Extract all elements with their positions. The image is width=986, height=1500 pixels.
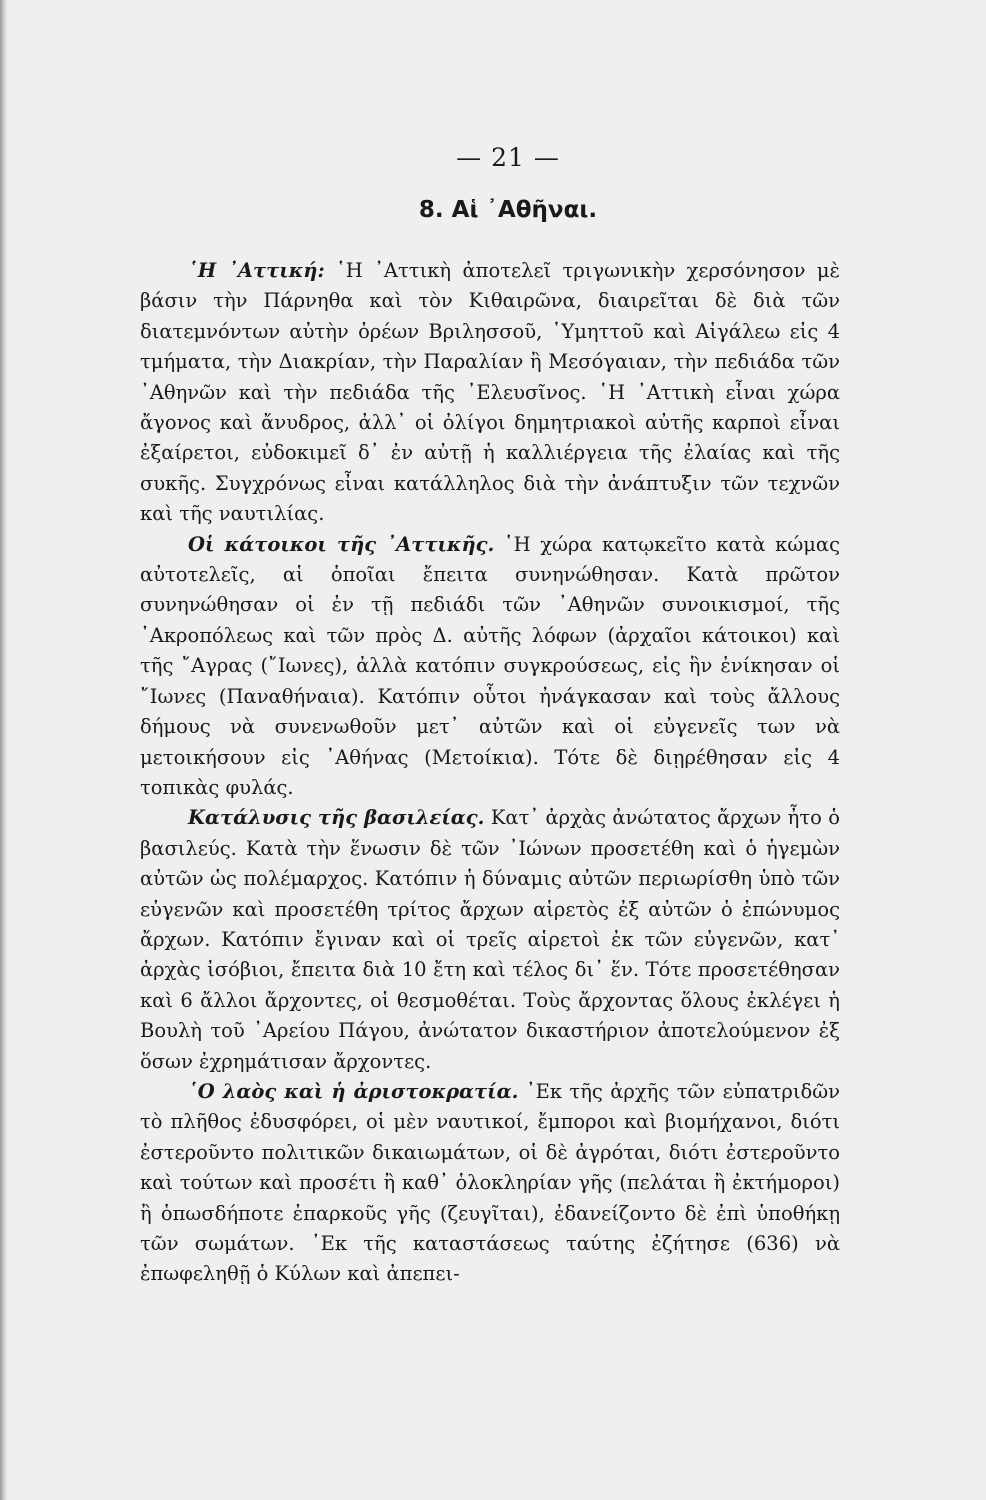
paragraph-attica	[140, 256, 840, 530]
page-number: — 21 —	[456, 143, 560, 172]
paragraph-text: Κατ᾿ ἀρχὰς ἀνώτατος ἄρχων ἦτο ὁ βασιλεύς. Κατὰ τὴν ἕνωσιν δὲ τῶν ᾿Ιώνων προσετέθη καὶ ὁ ἡγεμὼν αὐτῶν ὡς πολέμαρχος. Κατόπιν ἡ δύναμις αὐτῶν περιωρίσθη ὑπὸ τῶν εὐγενῶν καὶ προσετέθη τρίτος ἄρχων αἱρετὸς ἐξ αὐτῶν ὁ ἐπώνυμος ἄρχων. Κατόπιν ἔγιναν καὶ οἱ τρεῖς αἱρετοὶ ἐκ τῶν εὐγενῶν, κατ᾿ ἀρχὰς ἰσόβιοι, ἔπειτα διὰ 10 ἔτη καὶ τέλος δι᾿ ἕν. Τότε προσετέθησαν καὶ 6 ἄλλοι ἄρχοντες, οἱ θεσμοθέται. Τοὺς ἄρχοντας ὅλους ἐκλέγει ἡ Βουλὴ τοῦ ᾿Αρείου Πάγου, ἀνώτατον δικαστήριον ἀποτελούμενον ἐξ ὅσων ἐχρημάτισαν ἄρχοντες.	[140, 806, 840, 1073]
paragraph-lead: Οἱ κάτοικοι τῆς ᾿Αττικῆς.	[188, 532, 495, 556]
paragraph-text: ῾Η ᾿Αττικὴ ἀποτελεῖ τριγωνικὴν χερσόνησον μὲ βάσιν τὴν Πάρνηθα καὶ τὸν Κιθαιρῶνα, διαιρεῖται δὲ διὰ τῶν διατεμνόντων αὐτὴν ὀρέων Βριλησσοῦ, ῾Υμηττοῦ καὶ Αἰγάλεω εἰς 4 τμήματα, τὴν Διακρίαν, τὴν Παραλίαν ἢ Μεσόγαιαν, τὴν πεδιάδα τῶν ᾿Αθηνῶν καὶ τὴν πεδιάδα τῆς ᾿Ελευσῖνος. ῾Η ᾿Αττικὴ εἶναι χώρα ἄγονος καὶ ἄνυδρος, ἀλλ᾿ οἱ ὀλίγοι δημητριακοὶ αὐτῆς καρποὶ εἶναι ἐξαίρετοι, εὐδοκιμεῖ δ᾿ ἐν αὐτῇ ἡ καλλιέργεια τῆς ἐλαίας καὶ τῆς συκῆς. Συγχρόνως εἶναι κατάλληλος διὰ τὴν ἀνάπτυξιν τῶν τεχνῶν καὶ τῆς ναυτιλίας.	[140, 259, 840, 526]
body-text	[140, 256, 840, 1290]
paragraph-inhabitants	[140, 530, 840, 804]
section-title: 8. Αἱ ᾿Αθῆναι.	[418, 197, 598, 223]
paragraph-lead: ῾Ο λαὸς καὶ ἡ ἀριστοκρατία.	[188, 1079, 519, 1103]
paragraph-text: ᾿Εκ τῆς ἀρχῆς τῶν εὐπατριδῶν τὸ πλῆθος ἐδυσφόρει, οἱ μὲν ναυτικοί, ἔμποροι καὶ βιομήχανοι, διότι ἐστεροῦντο πολιτικῶν δικαιωμάτων, οἱ δὲ ἀγρόται, διότι ἐστεροῦντο καὶ τούτων καὶ προσέτι ἢ καθ᾿ ὁλοκληρίαν γῆς (πελάται ἢ ἐκτήμοροι) ἢ ὁπωσδήποτε ἐπαρκοῦς γῆς (ζευγῖται), ἐδανείζοντο δὲ ἐπὶ ὑποθήκῃ τῶν σωμάτων. ᾿Εκ τῆς καταστάσεως ταύτης ἐζήτησε (636) νὰ ἐπωφεληθῇ ὁ Κύλων καὶ ἀπεπει-	[140, 1079, 840, 1286]
paragraph-text: ῾Η χώρα κατῳκεῖτο κατὰ κώμας αὐτοτελεῖς, αἱ ὁποῖαι ἔπειτα συνηνώθησαν. Κατὰ πρῶτον συνηνώθησαν οἱ ἐν τῇ πεδιάδι τῶν ᾿Αθηνῶν συνοικισμοί, τῆς ᾿Ακροπόλεως καὶ τῶν πρὸς Δ. αὐτῆς λόφων (ἀρχαῖοι κάτοικοι) καὶ τῆς ῎Αγρας (῎Ιωνες), ἀλλὰ κατόπιν συγκρούσεως, εἰς ἣν ἐνίκησαν οἱ ῎Ιωνες (Παναθήναια). Κατόπιν οὗτοι ἠνάγκασαν καὶ τοὺς ἄλλους δήμους νὰ συνενωθοῦν μετ᾿ αὐτῶν καὶ οἱ εὐγενεῖς των νὰ μετοικήσουν εἰς ᾿Αθήνας (Μετοίκια). Τότε δὲ διῃρέθησαν εἰς 4 τοπικὰς φυλάς.	[140, 532, 840, 799]
paragraph-lead: ῾Η ᾿Αττική:	[188, 259, 325, 282]
paragraph-kingship	[140, 803, 840, 1077]
page-edge-shadow	[0, 0, 8, 1500]
paragraph-lead: Κατάλυσις τῆς βασιλείας.	[188, 806, 485, 830]
paragraph-people-aristocracy	[140, 1077, 840, 1290]
